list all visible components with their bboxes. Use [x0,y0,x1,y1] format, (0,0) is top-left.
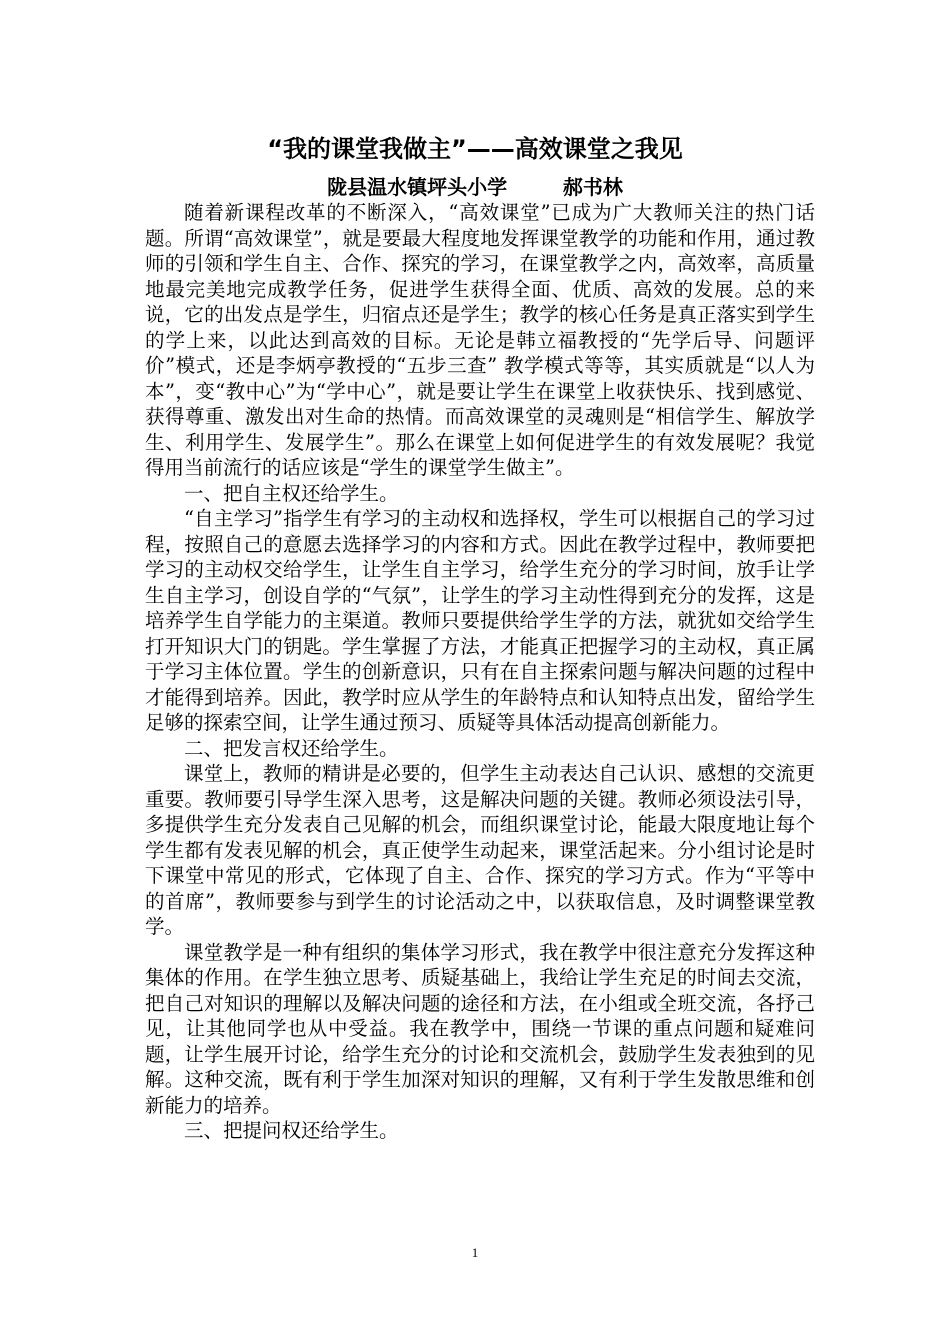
page-number: 1 [471,1245,479,1260]
paragraph-intro: 随着新课程改革的不断深入，“高效课堂”已成为广大教师关注的热门话题。所谓“高效课堂”，就是要最大程度地发挥课堂教学的功能和作用，通过教师的引领和学生自主、合作、探究的学习，在课堂教学之内，高效率，高质量地最完美地完成教学任务，促进学生获得全面、优质、高效的发展。总的来说，它的出发点是学生，归宿点还是学生；教学的核心任务是真正落实到学生的学上来，以此达到高效的目标。无论是韩立福教授的“先学后导、问题评价”模式，还是李炳亭教授的“五步三查” 教学模式等等，其实质就是“以人为本”，变“教中心”为“学中心”，就是要让学生在课堂上收获快乐、找到感觉、获得尊重、激发出对生命的热情。而高效课堂的灵魂则是“相信学生、解放学生、利用学生、发展学生”。那么在课堂上如何促进学生的有效发展呢？我觉得用当前流行的话应该是“学生的课堂学生做主”。 [145,201,815,479]
author-byline: 陇县温水镇坪头小学 郝书林 [327,175,623,199]
document-title: “我的课堂我做主”——高效课堂之我见 [267,135,683,163]
section-heading-2: 二、把发言权还给学生。 [184,736,399,760]
paragraph-section-2b: 课堂教学是一种有组织的集体学习形式，我在教学中很注意充分发挥这种集体的作用。在学生独立思考、质疑基础上，我给让学生充足的时间去交流，把自己对知识的理解以及解决问题的途径和方法，在小组或全班交流，各抒己见，让其他同学也从中受益。我在教学中，围绕一节课的重点问题和疑难问题，让学生展开讨论，给学生充分的讨论和交流机会，鼓励学生发表独到的见解。这种交流，既有利于学生加深对知识的理解，又有利于学生发散思维和创新能力的培养。 [145,940,815,1117]
paragraph-section-1: “自主学习”指学生有学习的主动权和选择权，学生可以根据自己的学习过程，按照自己的意愿去选择学习的内容和方式。因此在教学过程中，教师要把学习的主动权交给学生，让学生自主学习，给学生充分的学习时间，放手让学生自主学习，创设自学的“气氛”，让学生的学习主动性得到充分的发挥，这是培养学生自学能力的主渠道。教师只要提供给学生学的方法，就犹如交给学生打开知识大门的钥匙。学生掌握了方法，才能真正把握学习的主动权，真正属于学习主体位置。学生的创新意识，只有在自主探索问题与解决问题的过程中才能得到培养。因此，教学时应从学生的年龄特点和认知特点出发，留给学生足够的探索空间，让学生通过预习、质疑等具体活动提高创新能力。 [145,507,815,734]
section-heading-1: 一、把自主权还给学生。 [184,481,399,505]
section-heading-3: 三、把提问权还给学生。 [184,1119,399,1142]
paragraph-section-2a: 课堂上，教师的精讲是必要的，但学生主动表达自己认识、感想的交流更重要。教师要引导学生深入思考，这是解决问题的关键。教师必须设法引导，多提供学生充分发表自己见解的机会，而组织课堂讨论，能最大限度地让每个学生都有发表见解的机会，真正使学生动起来，课堂活起来。分小组讨论是时下课堂中常见的形式，它体现了自主、合作、探究的学习方式。作为“平等中的首席”，教师要参与到学生的讨论活动之中，以获取信息，及时调整课堂教学。 [145,762,815,938]
document-body [145,200,815,1144]
